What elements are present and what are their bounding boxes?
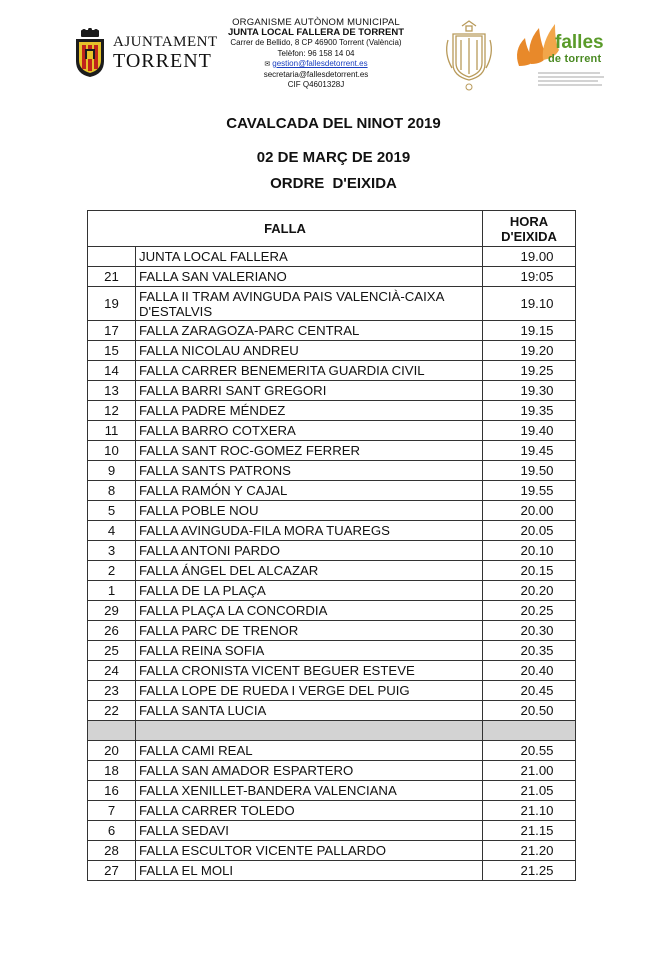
departure-time-cell: 20.30 [483,621,576,641]
departure-time-cell: 20.10 [483,541,576,561]
table-header-row [88,211,576,247]
org-address: Carrer de Bellido, 8 CP 46900 Torrent (València) [230,38,402,48]
falla-number-cell: 29 [88,601,136,621]
falla-name-cell: FALLA II TRAM AVINGUDA PAIS VALENCIÀ-CAIXA D'ESTALVIS [136,287,483,321]
falla-name-cell: FALLA POBLE NOU [136,501,483,521]
falla-number-cell: 27 [88,861,136,881]
falla-number-cell: 10 [88,441,136,461]
falla-number-cell: 1 [88,581,136,601]
falla-number-cell: 5 [88,501,136,521]
departure-time-cell: 19.00 [483,247,576,267]
falla-name-cell: FALLA SAN VALERIANO [136,267,483,287]
falla-name-cell: FALLA BARRI SANT GREGORI [136,381,483,401]
falles-logo-fine-print [538,70,608,90]
departure-time-cell: 21.00 [483,761,576,781]
table-row [88,247,576,267]
table-row [88,741,576,761]
falla-name-cell: FALLA ESCULTOR VICENTE PALLARDO [136,841,483,861]
table-separator-row [88,721,576,741]
org-cif: CIF Q4601328J [287,80,345,90]
table-row [88,821,576,841]
table-row [88,781,576,801]
falla-name-cell: FALLA REINA SOFIA [136,641,483,661]
table-row [88,861,576,881]
table-row [88,267,576,287]
falla-number-cell: 19 [88,287,136,321]
departure-time-cell: 19.30 [483,381,576,401]
falla-name-cell: FALLA CRONISTA VICENT BEGUER ESTEVE [136,661,483,681]
table-row [88,461,576,481]
falla-name-cell: FALLA CARRER BENEMERITA GUARDIA CIVIL [136,361,483,381]
departure-time-cell: 20.20 [483,581,576,601]
org-email-secretaria: secretaria@fallesdetorrent.es [263,70,369,80]
departure-time-cell: 19.25 [483,361,576,381]
falla-name-cell: FALLA ANTONI PARDO [136,541,483,561]
falla-number-cell: 8 [88,481,136,501]
table-row [88,581,576,601]
falla-number-cell: 14 [88,361,136,381]
departure-time-cell: 19.50 [483,461,576,481]
falla-name-cell: FALLA ÁNGEL DEL ALCAZAR [136,561,483,581]
table-row [88,621,576,641]
column-header-hora-line2: D'EIXIDA [501,228,557,244]
table-row [88,561,576,581]
mail-icon: ✉ [264,60,271,68]
column-header-falla: FALLA [88,211,483,247]
document-subtitle: ORDRE D'EIXIDA [270,175,397,192]
departure-time-cell: 20.15 [483,561,576,581]
falla-name-cell: FALLA CARRER TOLEDO [136,801,483,821]
falla-name-cell: FALLA LOPE DE RUEDA I VERGE DEL PUIG [136,681,483,701]
table-row [88,501,576,521]
falla-name-cell: FALLA XENILLET-BANDERA VALENCIANA [136,781,483,801]
departure-time-cell: 19.40 [483,421,576,441]
falla-name-cell: FALLA PADRE MÉNDEZ [136,401,483,421]
table-row [88,521,576,541]
falla-name-cell: FALLA CAMI REAL [136,741,483,761]
departure-time-cell: 21.10 [483,801,576,821]
table-row [88,641,576,661]
falles-logo-subtitle: de torrent [548,53,602,65]
departure-time-cell: 21.20 [483,841,576,861]
departure-time-cell: 20.45 [483,681,576,701]
falla-name-cell: FALLA SAN AMADOR ESPARTERO [136,761,483,781]
falles-logo-word: falles [555,32,604,53]
falla-number-cell: 21 [88,267,136,287]
table-body [88,247,576,881]
departure-time-cell: 20.35 [483,641,576,661]
falla-number-cell: 9 [88,461,136,481]
falla-name-cell: FALLA AVINGUDA-FILA MORA TUAREGS [136,521,483,541]
falla-name-cell: FALLA SANT ROC-GOMEZ FERRER [136,441,483,461]
falla-number-cell: 7 [88,801,136,821]
falla-number-cell: 17 [88,321,136,341]
ajuntament-crest-icon [72,28,108,78]
table-row [88,401,576,421]
column-header-hora [483,211,576,247]
falla-number-cell: 25 [88,641,136,661]
falla-name-cell: FALLA EL MOLI [136,861,483,881]
table-row [88,287,576,321]
departure-time-cell: 19.20 [483,341,576,361]
departure-order-table [87,210,576,881]
departure-time-cell [483,721,576,741]
departure-time-cell: 20.40 [483,661,576,681]
departure-time-cell: 20.25 [483,601,576,621]
falla-name-cell: FALLA SANTS PATRONS [136,461,483,481]
falla-name-cell: FALLA BARRO COTXERA [136,421,483,441]
document-title: CAVALCADA DEL NINOT 2019 [226,115,441,132]
falla-name-cell: FALLA NICOLAU ANDREU [136,341,483,361]
falla-number-cell: 15 [88,341,136,361]
departure-time-cell: 20.05 [483,521,576,541]
falla-number-cell: 16 [88,781,136,801]
table-row [88,681,576,701]
table-row [88,541,576,561]
document-date: 02 DE MARÇ DE 2019 [256,149,411,166]
departure-time-cell: 21.15 [483,821,576,841]
falla-name-cell: FALLA DE LA PLAÇA [136,581,483,601]
departure-time-cell: 20.55 [483,741,576,761]
table-row [88,661,576,681]
table-row [88,701,576,721]
falla-name-cell: FALLA SEDAVI [136,821,483,841]
column-header-hora-line1: HORA [509,213,549,229]
table-row [88,321,576,341]
departure-time-cell: 19:05 [483,267,576,287]
org-line2: JUNTA LOCAL FALLERA DE TORRENT [227,27,405,39]
ajuntament-logo-line2: TORRENT [113,50,212,72]
table-row [88,801,576,821]
falla-number-cell: 18 [88,761,136,781]
departure-time-cell: 19.55 [483,481,576,501]
falla-name-cell: FALLA PLAÇA LA CONCORDIA [136,601,483,621]
table-row [88,441,576,461]
falla-number-cell [88,721,136,741]
falla-number-cell: 6 [88,821,136,841]
falla-number-cell: 4 [88,521,136,541]
org-email-gestion-link[interactable]: gestion@fallesdetorrent.es [272,58,368,68]
falla-number-cell: 24 [88,661,136,681]
table-row [88,381,576,401]
table-row [88,761,576,781]
org-line1: ORGANISME AUTÒNOM MUNICIPAL [232,17,400,28]
falla-number-cell: 23 [88,681,136,701]
falla-number-cell: 28 [88,841,136,861]
falla-name-cell: FALLA PARC DE TRENOR [136,621,483,641]
organisation-info [222,18,410,90]
falla-number-cell: 3 [88,541,136,561]
departure-time-cell: 19.15 [483,321,576,341]
org-phone: Telèfon: 96 158 14 04 [277,48,355,58]
falla-name-cell: FALLA SANTA LUCIA [136,701,483,721]
falla-number-cell: 12 [88,401,136,421]
falla-number-cell: 11 [88,421,136,441]
falla-number-cell: 13 [88,381,136,401]
departure-time-cell: 20.00 [483,501,576,521]
falla-number-cell: 20 [88,741,136,761]
falla-name-cell: FALLA ZARAGOZA-PARC CENTRAL [136,321,483,341]
falla-number-cell: 2 [88,561,136,581]
falla-name-cell [136,721,483,741]
table-row [88,421,576,441]
table-row [88,601,576,621]
falla-name-cell: FALLA RAMÓN Y CAJAL [136,481,483,501]
falla-number-cell [88,247,136,267]
junta-local-seal-icon [440,20,498,92]
table-row [88,341,576,361]
table-row [88,841,576,861]
ajuntament-logo-line1: AJUNTAMENT [113,34,218,50]
table-row [88,481,576,501]
falla-number-cell: 26 [88,621,136,641]
falla-number-cell: 22 [88,701,136,721]
departure-time-cell: 20.50 [483,701,576,721]
departure-time-cell: 21.05 [483,781,576,801]
departure-time-cell: 21.25 [483,861,576,881]
departure-time-cell: 19.35 [483,401,576,421]
ajuntament-logo [113,34,218,72]
table-row [88,361,576,381]
departure-time-cell: 19.10 [483,287,576,321]
falla-name-cell: JUNTA LOCAL FALLERA [136,247,483,267]
departure-time-cell: 19.45 [483,441,576,461]
